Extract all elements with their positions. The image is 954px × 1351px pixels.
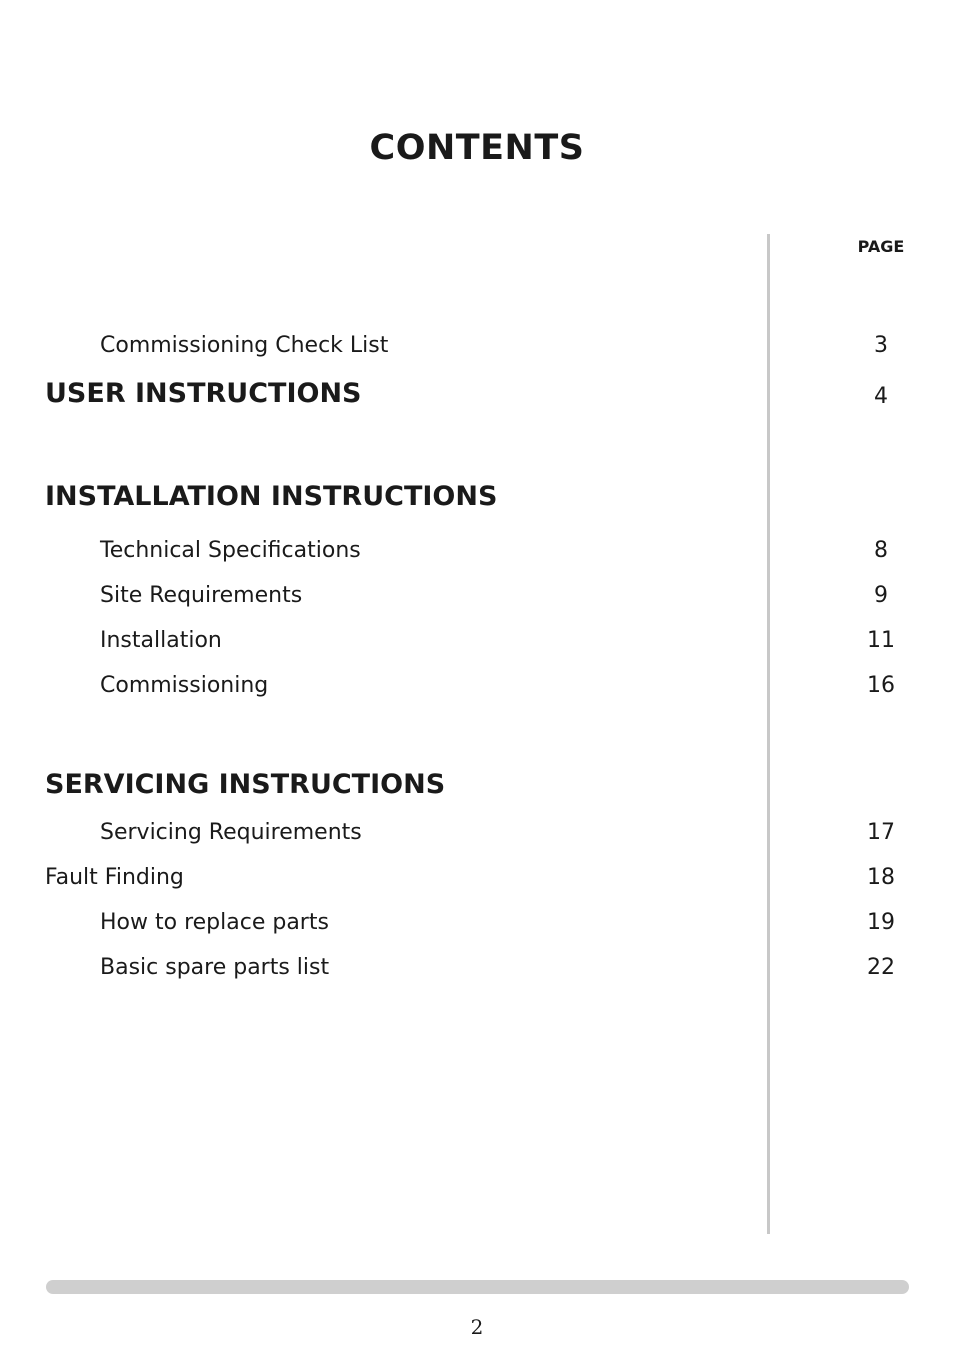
toc-section-heading: SERVICING INSTRUCTIONS (45, 769, 446, 800)
toc-entry-label: Servicing Requirements (100, 820, 362, 845)
toc-entry-label: Commissioning (100, 673, 269, 698)
contents-title: CONTENTS (369, 128, 585, 168)
toc-entry-page: 4 (874, 384, 888, 409)
toc-row (0, 378, 954, 418)
toc-entry-label: Site Requirements (100, 583, 303, 608)
toc-entry-page: 8 (874, 538, 888, 563)
toc-entry-label: How to replace parts (100, 910, 329, 935)
toc-entry-label: Basic spare parts list (100, 955, 330, 980)
toc-entry-label: Fault Finding (45, 865, 184, 890)
toc-row (0, 910, 954, 950)
toc-entry-page: 9 (874, 583, 888, 608)
page-column-header: PAGE (857, 237, 905, 256)
toc-row (0, 538, 954, 578)
toc-row (0, 628, 954, 668)
toc-entry-page: 17 (867, 820, 895, 845)
toc-row (0, 673, 954, 713)
footer-bar (46, 1280, 909, 1294)
toc-entry-page: 18 (867, 865, 895, 890)
toc-entry-label: Commissioning Check List (100, 333, 389, 358)
toc-row (0, 955, 954, 995)
toc-row (0, 865, 954, 905)
toc-entry-label: Installation (100, 628, 222, 653)
toc-row (0, 769, 954, 809)
toc-section-heading: USER INSTRUCTIONS (45, 378, 362, 409)
toc-section-heading: INSTALLATION INSTRUCTIONS (45, 481, 498, 512)
toc-entry-page: 11 (867, 628, 895, 653)
footer-page-number: 2 (470, 1315, 484, 1339)
toc-row (0, 333, 954, 373)
toc-entry-page: 19 (867, 910, 895, 935)
toc-entry-page: 16 (867, 673, 895, 698)
toc-entry-page: 3 (874, 333, 888, 358)
toc-entry-label: Technical Specifications (100, 538, 361, 563)
toc-row (0, 583, 954, 623)
toc-row (0, 820, 954, 860)
toc-entry-page: 22 (867, 955, 895, 980)
toc-row (0, 481, 954, 521)
